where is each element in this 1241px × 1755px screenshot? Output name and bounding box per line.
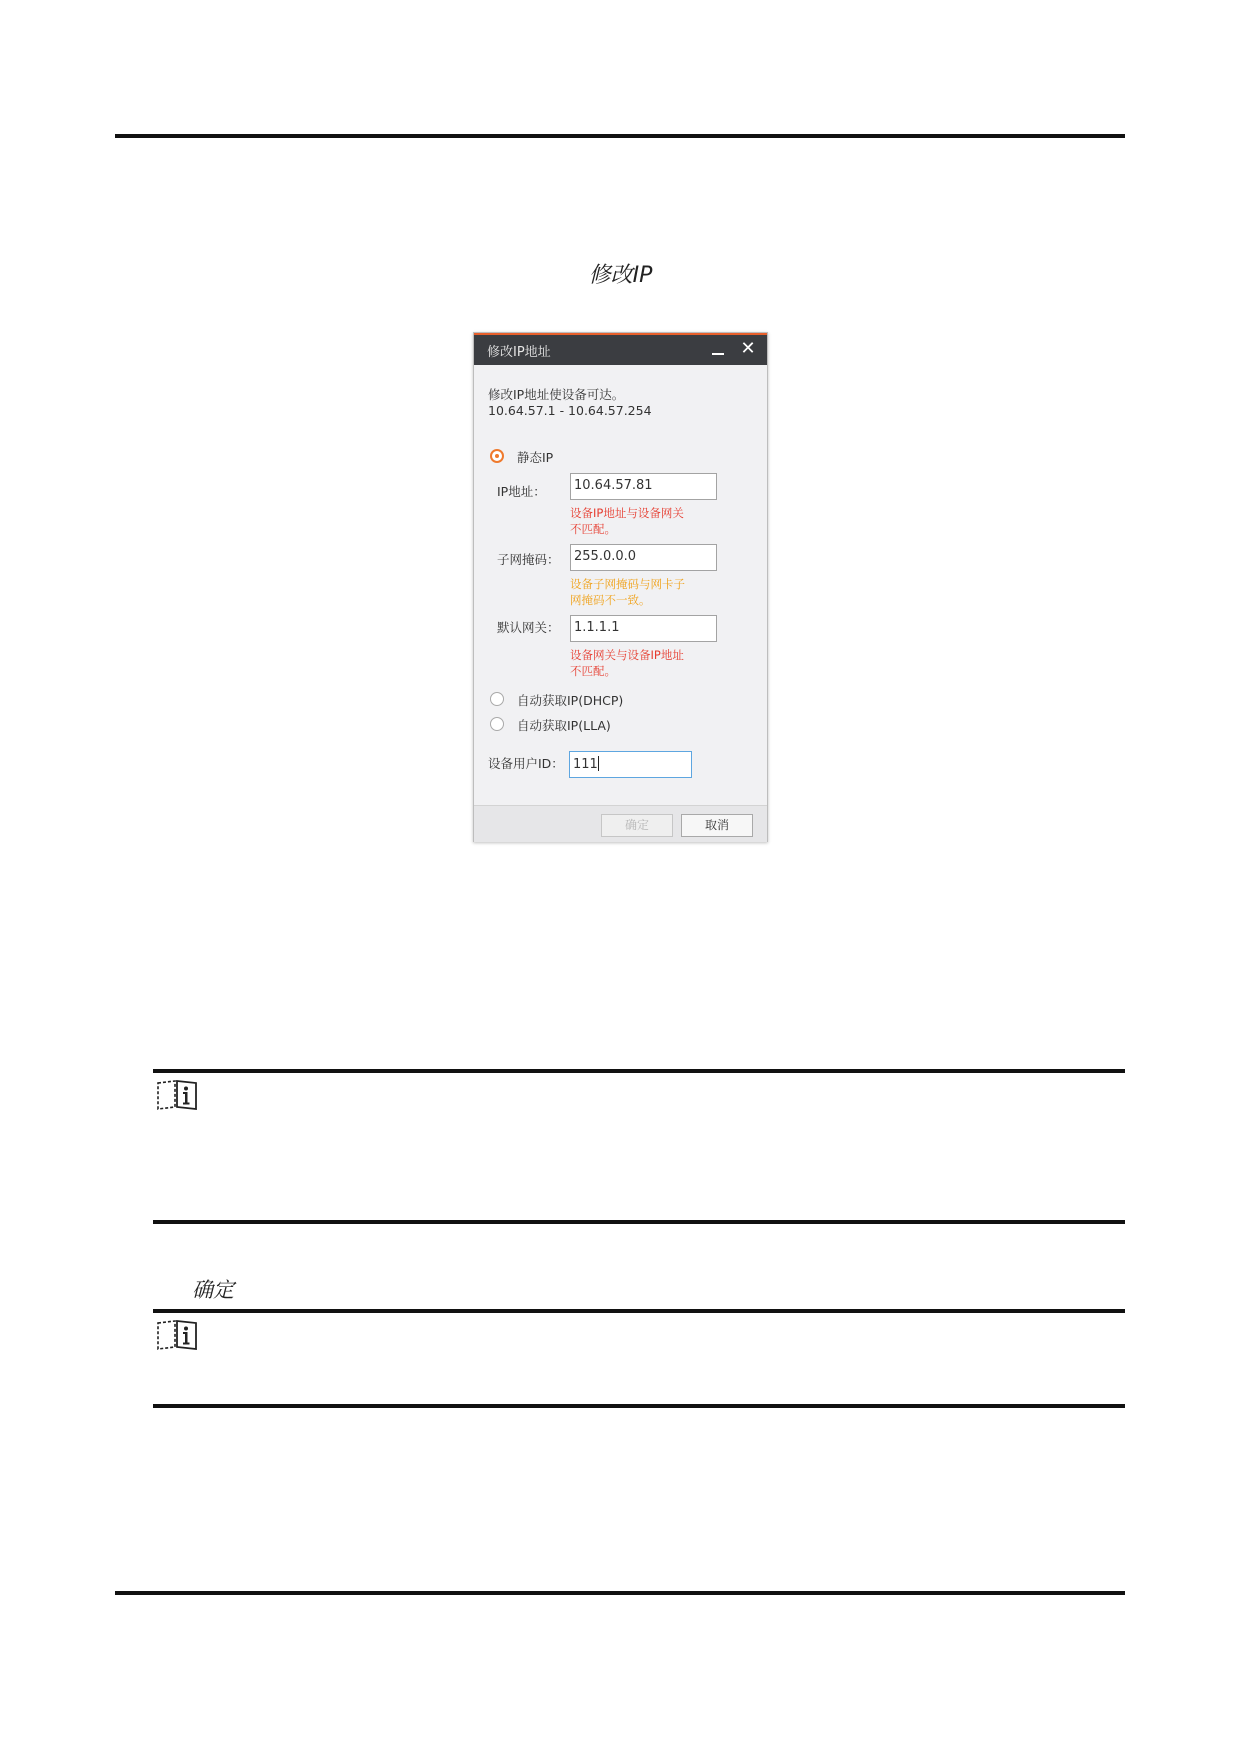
lla-label[interactable]: 自动获取IP(LLA) bbox=[517, 718, 611, 733]
ip-address-error: 设备IP地址与设备网关 不匹配。 bbox=[570, 506, 684, 536]
ok-button[interactable]: 确定 bbox=[601, 814, 673, 837]
lla-radio[interactable] bbox=[490, 717, 504, 731]
dialog-title: 修改IP地址 bbox=[487, 345, 551, 360]
static-ip-radio[interactable] bbox=[490, 449, 504, 463]
subnet-mask-label: 子网掩码： bbox=[497, 552, 560, 567]
dhcp-radio[interactable] bbox=[490, 692, 504, 706]
note-bottom-rule bbox=[153, 1220, 1125, 1224]
cancel-button[interactable]: 取消 bbox=[681, 814, 753, 837]
step-confirm-label: 确定 bbox=[192, 1278, 234, 1302]
minimize-icon[interactable] bbox=[707, 337, 729, 361]
user-id-label: 设备用户ID： bbox=[488, 756, 564, 771]
user-id-value: 111 bbox=[573, 757, 598, 772]
note-top-rule bbox=[153, 1069, 1125, 1073]
text-caret bbox=[598, 756, 599, 771]
note2-bottom-rule bbox=[153, 1404, 1125, 1408]
header-rule bbox=[115, 134, 1125, 138]
note-book-info-icon bbox=[156, 1080, 198, 1110]
note-book-info-icon bbox=[156, 1320, 198, 1350]
note2-top-rule bbox=[153, 1309, 1125, 1313]
dialog-titlebar[interactable] bbox=[474, 333, 767, 365]
dialog-footer bbox=[474, 805, 767, 842]
ip-address-label: IP地址： bbox=[497, 484, 546, 499]
modify-ip-dialog bbox=[473, 332, 768, 842]
gateway-error: 设备网关与设备IP地址 不匹配。 bbox=[570, 648, 684, 678]
static-ip-label[interactable]: 静态IP bbox=[517, 450, 554, 465]
dhcp-label[interactable]: 自动获取IP(DHCP) bbox=[517, 693, 624, 708]
user-id-input[interactable] bbox=[569, 751, 692, 778]
gateway-label: 默认网关： bbox=[497, 620, 560, 635]
gateway-input[interactable]: 1.1.1.1 bbox=[570, 615, 717, 642]
footer-rule bbox=[115, 1591, 1125, 1595]
figure-caption: 修改IP bbox=[588, 263, 653, 288]
subnet-mask-input[interactable]: 255.0.0.0 bbox=[570, 544, 717, 571]
subnet-mask-warning: 设备子网掩码与网卡子 网掩码不一致。 bbox=[570, 577, 685, 607]
close-icon[interactable]: ✕ bbox=[740, 338, 756, 359]
ip-range-text: 10.64.57.1 - 10.64.57.254 bbox=[488, 403, 652, 418]
ip-address-input[interactable]: 10.64.57.81 bbox=[570, 473, 717, 500]
dialog-description: 修改IP地址使设备可达。 bbox=[488, 387, 625, 402]
